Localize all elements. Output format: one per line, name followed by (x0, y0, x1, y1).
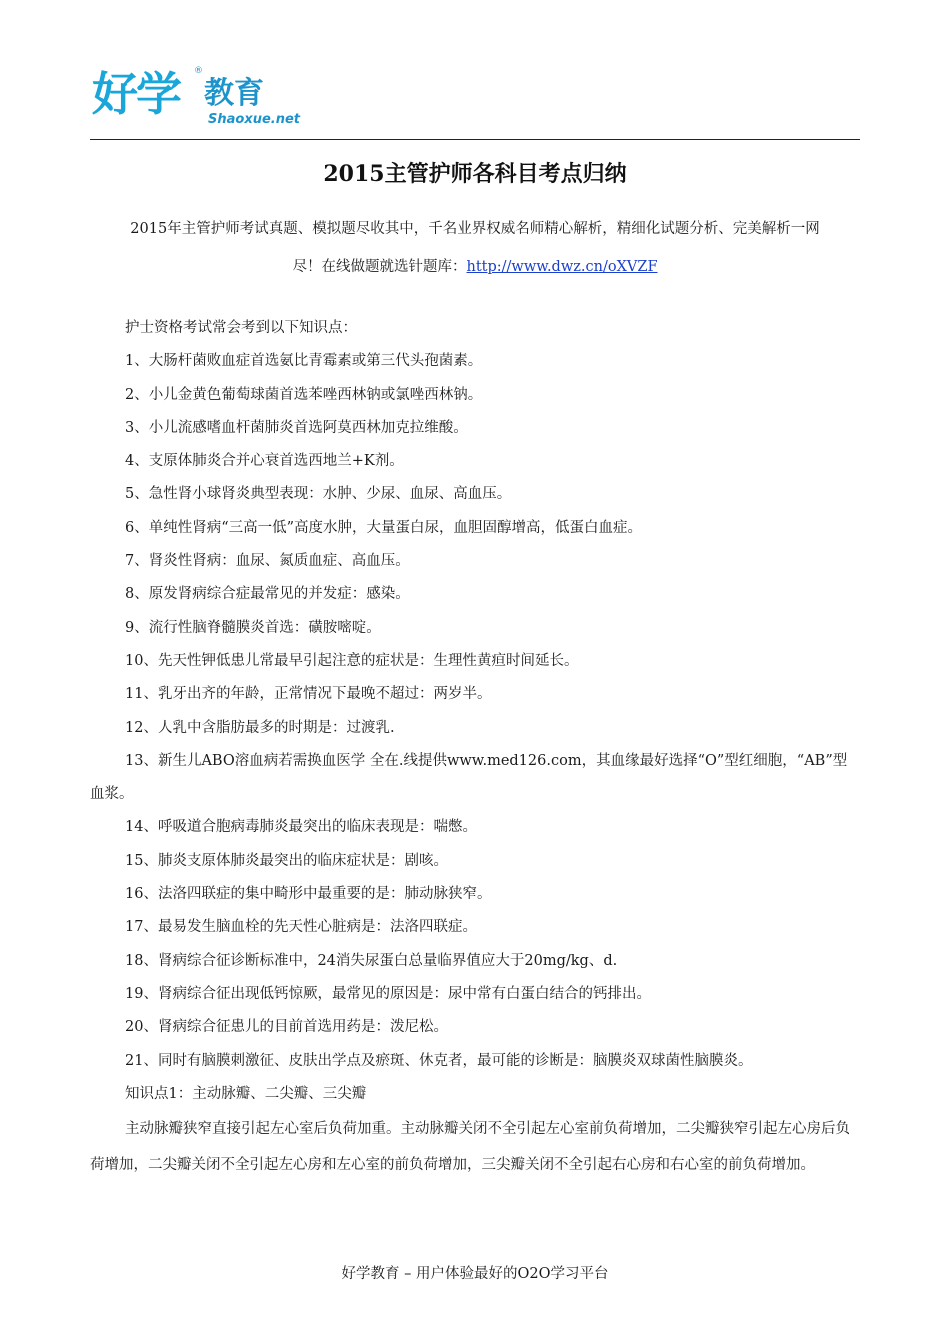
list-item: 6、单纯性肾病“三高一低”高度水肿，大量蛋白尿，血胆固醇增高，低蛋白血症。 (125, 519, 643, 536)
list-item: 13、新生儿ABO溶血病若需换血医学 全在.线提供www.med126.com，其血缘最好选择“O”型红细胞，“AB”型血浆。 (90, 752, 848, 803)
logo-registered-mark: ® (194, 66, 203, 76)
logo-secondary-text: 教育 (204, 76, 264, 111)
logo-main-text: 好学 (92, 67, 180, 121)
list-item: 11、乳牙出齐的年龄，正常情况下最晚不超过：两岁半。 (125, 686, 492, 703)
list-item: 4、支原体肺炎合并心衰首选西地兰+K剂。 (125, 453, 404, 470)
site-logo (90, 62, 301, 140)
list-item: 5、急性肾小球肾炎典型表现：水肿、少尿、血尿、高血压。 (125, 486, 512, 503)
list-item: 7、肾炎性肾病：血尿、氮质血症、高血压。 (125, 553, 410, 570)
intro-line-2-text: 尽！在线做题就选针题库： (292, 259, 467, 275)
list-item: 15、肺炎支原体肺炎最突出的临床症状是：剧咳。 (125, 852, 448, 869)
list-item: 10、先天性钾低患儿常最早引起注意的症状是：生理性黄疸时间延长。 (125, 652, 579, 669)
list-item: 20、肾病综合征患儿的目前首选用药是：泼尼松。 (125, 1019, 448, 1036)
page-title: 2015主管护师各科目考点归纳 (323, 161, 627, 187)
question-bank-link[interactable]: http://www.dwz.cn/oXVZF (466, 259, 658, 275)
list-item: 3、小儿流感嗜血杆菌肺炎首选阿莫西林加克拉维酸。 (125, 419, 468, 436)
intro-line-2 (90, 248, 860, 286)
list-item: 8、原发肾病综合症最常见的并发症：感染。 (125, 586, 410, 603)
intro-paragraph (90, 210, 860, 286)
list-item: 1、大肠杆菌败血症首选氨比青霉素或第三代头孢菌素。 (125, 353, 483, 370)
list-item: 16、法洛四联症的集中畸形中最重要的是：肺动脉狭窄。 (125, 886, 492, 903)
page-footer: 好学教育 – 用户体验最好的O2O学习平台 (341, 1266, 609, 1282)
list-item: 14、呼吸道合胞病毒肺炎最突出的临床表现是：喘憋。 (125, 819, 477, 836)
lead-text: 护士资格考试常会考到以下知识点： (125, 320, 357, 336)
document-body (90, 312, 860, 1183)
list-item: 18、肾病综合征诊断标准中，24消失尿蛋白总量临界值应大于20mg/kg、d. (125, 952, 618, 969)
list-item: 19、肾病综合征出现低钙惊厥，最常见的原因是：尿中常有白蛋白结合的钙排出。 (125, 985, 651, 1002)
list-item: 21、同时有脑膜刺激征、皮肤出学点及瘀斑、休克者，最可能的诊断是：脑膜炎双球菌性脑膜炎。 (125, 1052, 753, 1069)
section-heading: 知识点1：主动脉瓣、二尖瓣、三尖瓣 (125, 1085, 367, 1102)
list-item: 9、流行性脑脊髓膜炎首选：磺胺嘧啶。 (125, 619, 381, 636)
list-item: 2、小儿金黄色葡萄球菌首选苯唑西林钠或氯唑西林钠。 (125, 386, 483, 403)
list-item: 12、人乳中含脂肪最多的时期是：过渡乳. (125, 719, 395, 736)
section-body: 主动脉瓣狭窄直接引起左心室后负荷加重。主动脉瓣关闭不全引起左心室前负荷增加，二尖瓣狭窄引起左心房后负荷增加，二尖瓣关闭不全引起左心房和左心室的前负荷增加，三尖瓣关闭不全引起右心房和右心室的前负荷增加。 (90, 1121, 850, 1174)
list-item: 17、最易发生脑血栓的先天性心脏病是：法洛四联症。 (125, 919, 477, 936)
logo-domain-text: Shaoxue.net (208, 112, 301, 127)
intro-line-1: 2015年主管护师考试真题、模拟题尽收其中，千名业界权威名师精心解析，精细化试题分析、完美解析一网 (130, 221, 820, 237)
header-divider (90, 139, 860, 140)
